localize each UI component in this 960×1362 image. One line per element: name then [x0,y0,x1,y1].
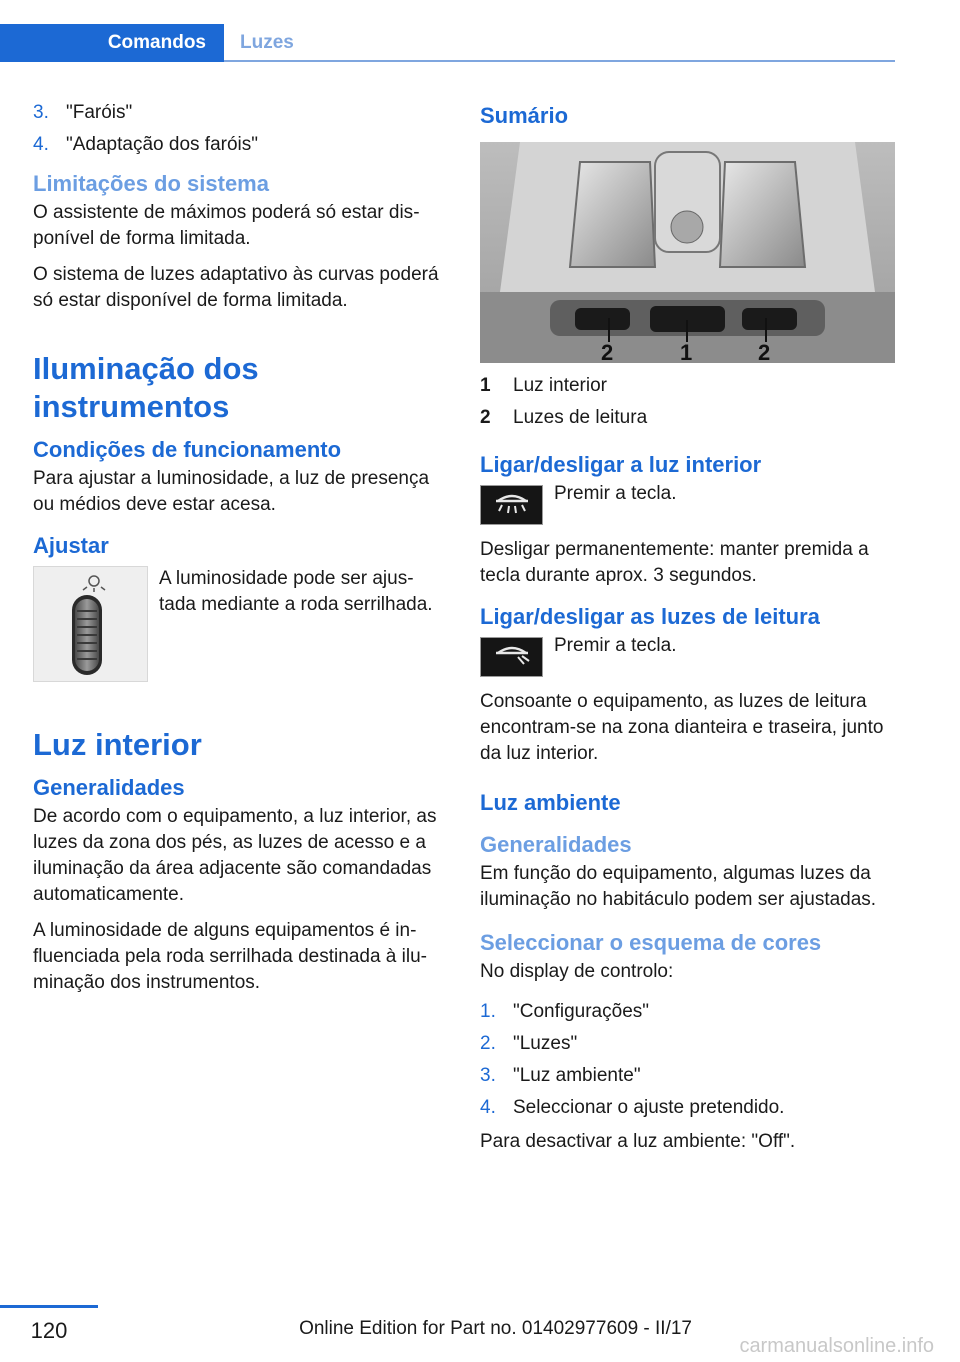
instrument-lighting-title: Iluminação dos instrumentos [33,351,259,424]
adjust-heading: Ajustar [33,533,109,558]
left-column [33,100,443,1006]
legend-item: 1 Luz interior [480,375,607,396]
reading-key-row [480,637,895,677]
header-tabs [0,24,895,62]
right-column [480,100,895,1165]
general-paragraph-1: De acordo com o equipamento, a luz interior, as luzes da zona dos pés, as luzes de acesso e a iluminação da área adjacente são comandadas automaticamente. [33,806,437,905]
deactivate-paragraph: Para desactivar a luz ambiente: "Off". [480,1131,796,1152]
watermark: carmanualsonline.info [739,1335,934,1357]
thumbwheel-icon [33,566,148,682]
photo-label: 2 [758,340,771,363]
general-paragraph-2: A luminosidade de alguns equipamentos é influenciada pela roda serrilhada destinada à iluminação dos instrumentos. [33,920,427,993]
tab-comandos[interactable]: Comandos [0,24,224,62]
list-top [33,100,443,158]
press-key-text-1: Premir a tecla. [554,483,677,504]
conditions-paragraph: Para ajustar a luminosidade, a luz de presença ou médios deve estar acesa. [33,468,430,515]
limits-paragraph-2: O sistema de luzes adaptativo às curvas poderá só estar disponível de forma limitada. [33,264,439,311]
general-heading: Generalidades [33,775,185,800]
conditions-heading: Condições de funcionamento [33,437,342,462]
adjust-row [33,566,443,682]
color-steps [480,999,895,1121]
list-item: 2. "Luzes" [480,1033,578,1054]
limits-heading: Limitações do sistema [33,171,269,196]
header-rule [224,60,895,62]
overhead-console-photo [480,142,895,363]
interior-light-title: Luz interior [33,727,202,762]
ambient-heading: Luz ambiente [480,790,621,815]
page-number: 120 [30,1318,68,1343]
photo-legend [480,373,895,431]
photo-label: 1 [680,340,693,363]
ambient-general-heading: Generalidades [480,832,632,857]
color-scheme-heading: Seleccionar o esquema de cores [480,930,822,955]
color-intro: No display de controlo: [480,961,674,982]
list-item: 4. Seleccionar o ajuste pretendido. [480,1097,785,1118]
onoff-interior-heading: Ligar/desligar a luz interior [480,452,762,477]
onoff-reading-heading: Ligar/desligar as luzes de leitura [480,604,820,629]
summary-heading: Sumário [480,103,569,128]
reading-paragraph: Consoante o equipamento, as luzes de leitura encontram-se na zona dianteira e traseira, junto da luz interior. [480,691,884,764]
list-item: 4. "Adaptação dos faróis" [33,134,258,155]
limits-paragraph-1: O assistente de máximos poderá só estar disponível de forma limitada. [33,202,420,249]
list-item: 3. "Luz ambiente" [480,1065,641,1086]
interior-key-row [480,485,895,525]
reading-light-key-icon [480,637,543,677]
list-item: 3. "Faróis" [33,102,133,123]
press-key-text-2: Premir a tecla. [554,635,677,656]
footer-rule [0,1305,98,1308]
edition-text: Online Edition for Part no. 01402977609 - II/17 [299,1318,692,1339]
tab-luzes[interactable]: Luzes [240,32,294,53]
ambient-general-paragraph: Em função do equipamento, algumas luzes da iluminação no habitáculo podem ser ajustadas. [480,863,877,910]
permanent-off-paragraph: Desligar permanentemente: manter premida a tecla durante aprox. 3 segundos. [480,539,869,586]
interior-light-key-icon [480,485,543,525]
legend-item: 2 Luzes de leitura [480,407,648,428]
adjust-paragraph: A luminosidade pode ser ajustada mediante a roda serrilhada. [159,568,433,615]
list-item: 1. "Configurações" [480,1001,650,1022]
photo-label: 2 [601,340,614,363]
